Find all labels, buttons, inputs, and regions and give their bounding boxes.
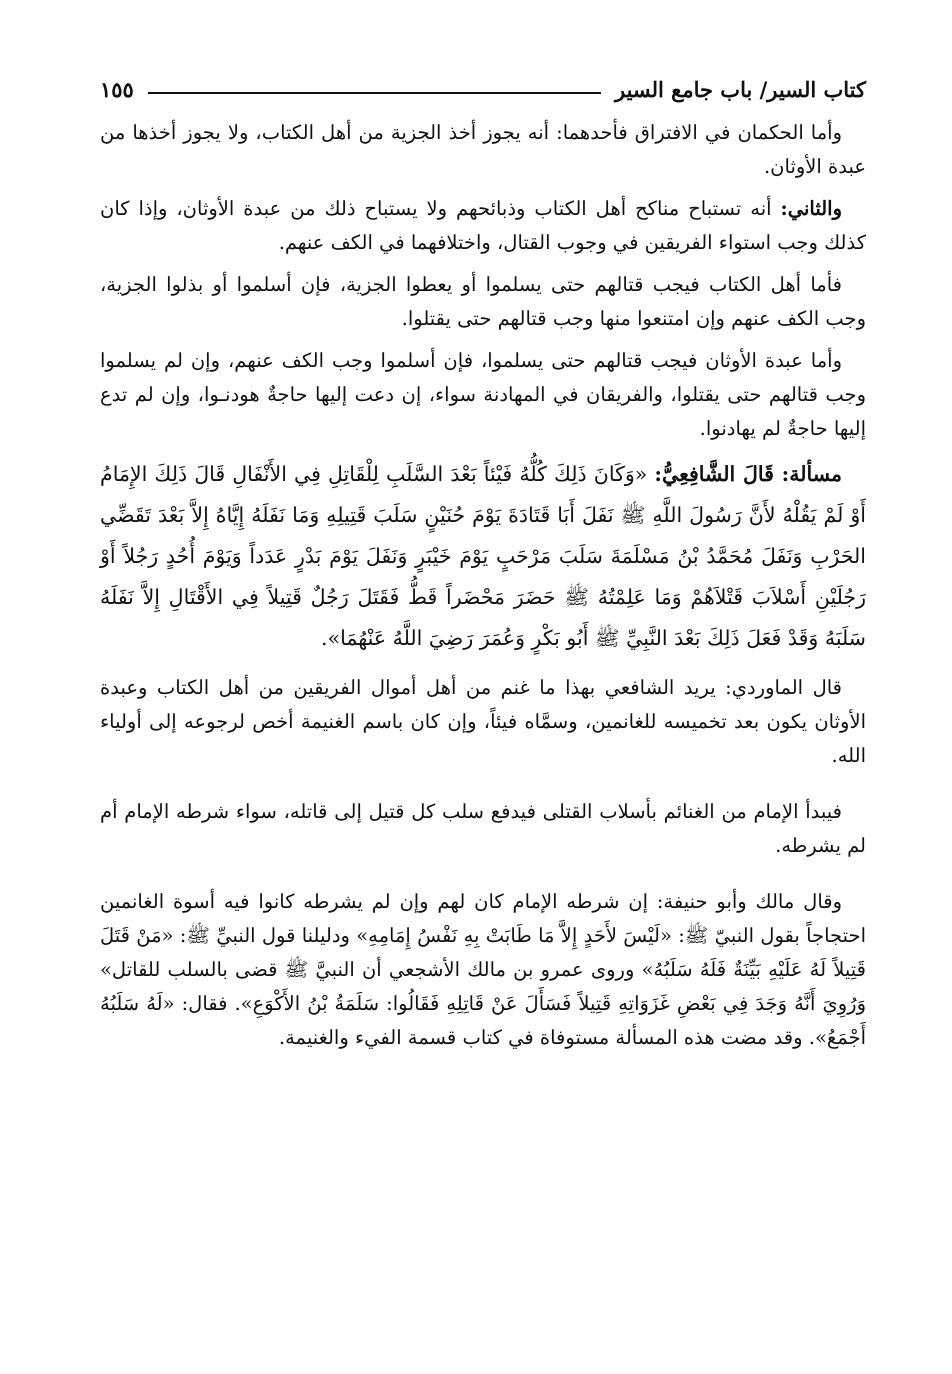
header-rule — [148, 92, 601, 94]
book-page — [100, 62, 866, 1063]
masala-lead: مسألة: قَالَ الشَّافِعِيُّ: — [654, 462, 842, 486]
paragraph-people-of-book: فأما أهل الكتاب فيجب قتالهم حتى يسلموا أو يعطوا الجزية، فإن أسلموا أو بذلوا الجزية، وجب الكف عنهم وإن امتنعوا منها وجب قتالهم حتى يقتلوا. — [100, 273, 866, 330]
paragraph-malik-abu-hanifa: وقال مالك وأبو حنيفة: إن شرطه الإمام كان لهم وإن لم يشرطه كانوا فيه أسوة الغانمين احتجاجاً بقول النبيّ ﷺ: «لَيْسَ لأَحَدٍ إِلاَّ مَا طَابَتْ بِهِ نَفْسُ إِمَامِهِ» ودليلنا قول النبيِّ ﷺ: «مَنْ قَتَلَ قَتِيلاً لَهُ عَلَيْهِ بَيِّنَةٌ فَلَهُ سَلَبُهُ» وروى عمرو بن مالك الأشجعي أن النبيَّ ﷺ قضى بالسلب للقاتل» وَرُوِيَ أَنَّهُ وَجَدَ فِي بَعْضِ غَزَوَاتِهِ قَتِيلاً فَسَأَلَ عَنْ قَاتِلِهِ فَقَالُوا: سَلَمَةُ بْنُ الأَكْوَعِ». فقال: «لَهُ سَلَبُهُ أَجْمَعُ». وقد مضت هذه المسألة مستوفاة في كتاب قسمة الفيء والغنيمة. — [100, 890, 866, 1049]
paragraph-lead: والثاني: — [780, 197, 842, 220]
shafii-quote: «وَكَانَ ذَلِكَ كُلُّهُ فَيْئاً بَعْدَ السَّلَبِ لِلْقَاتِلِ فِي الأَنْفَالِ قَالَ ذَلِكَ الإِمَامُ أَوْ لَمْ يَقُلْهُ لأَنَّ رَسُولَ اللَّهِ ﷺ نَفَلَ أَبَا قَتَادَةَ يَوْمَ حُنَيْنٍ سَلَبَ قَتِيلِهِ وَمَا نَفَلَهُ إِيَّاهُ إِلاَّ بَعْدَ تَقَضِّي الحَرْبِ وَنَفَلَ مُحَمَّدُ بْنُ مَسْلَمَةَ سَلَبَ مَرْحَبٍ يَوْمَ خَيْبَرٍ وَنَفَلَ يَوْمَ بَدْرٍ عَدَداً وَيَوْمَ أُحُدٍ رَجُلاً أَوْ رَجُلَيْنِ أَسْلاَبَ قَتْلاَهُمْ وَمَا عَلِمْتُهُ ﷺ حَضَرَ مَحْضَراً قَطُّ فَقَتَلَ رَجُلٌ قَتِيلاً فِي الأَقْتَالِ إِلاَّ نَفَلَهُ سَلَبَهُ وَقَدْ فَعَلَ ذَلِكَ بَعْدَ النَّبِيِّ ﷺ أَبُو بَكْرٍ وَعُمَرَ رَضِيَ اللَّهُ عَنْهُمَا». — [100, 462, 866, 650]
running-title: كتاب السير/ باب جامع السير — [614, 77, 866, 102]
paragraph-second: والثاني: أنه تستباح مناكح أهل الكتاب وذبائحهم ولا يستباح ذلك من عبدة الأوثان، وإذا كان كذلك وجب استواء الفريقين في وجوب القتال، واختلافهما في الكف عنهم. — [100, 197, 866, 254]
paragraph-mawardi: قال الماوردي: يريد الشافعي بهذا ما غنم من أهل أموال الفريقين من أهل الكتاب وعبدة الأوثان يكون بعد تخميسه للغانمين، وسمَّاه فيئاً، وإن كان باسم الغنيمة أخص لرجوعه إلى أولياء الله. — [100, 676, 866, 767]
page-number: ١٥٥ — [100, 77, 134, 102]
paragraph-masala — [100, 454, 866, 659]
paragraph-spoils: فيبدأ الإمام من الغنائم بأسلاب القتلى فيدفع سلب كل قتيل إلى قاتله، سواء شرطه الإمام أم لم يشرطه. — [100, 800, 866, 857]
paragraph-idolaters: وأما عبدة الأوثان فيجب قتالهم حتى يسلموا، فإن أسلموا وجب الكف عنهم، وإن لم يسلموا وجب قتالهم حتى يقتلوا، والفريقان في المهادنة سواء، إن دعت إليها حاجةٌ هودنـوا، وإن لم تدع إليها حاجةٌ لم يهادنوا. — [100, 349, 866, 440]
page-header — [100, 62, 866, 102]
paragraph-rulings: وأما الحكمان في الافتراق فأحدهما: أنه يجوز أخذ الجزية من أهل الكتاب، ولا يجوز أخذها من عبدة الأوثان. — [100, 121, 866, 178]
